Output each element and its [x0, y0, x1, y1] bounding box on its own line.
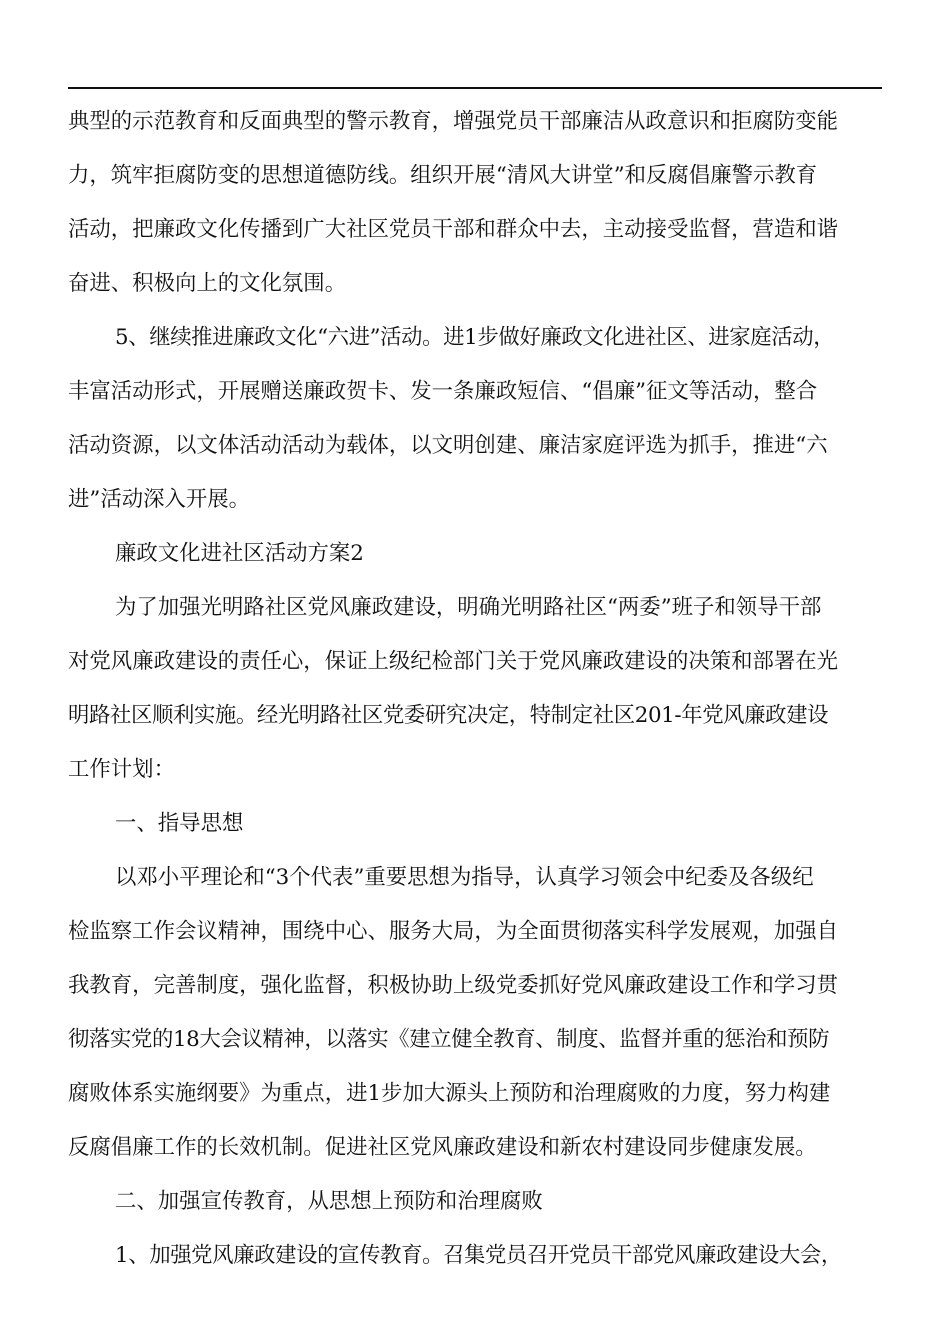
paragraph-line: 明路社区顺利实施。经光明路社区党委研究决定，特制定社区201-年党风廉政建设	[68, 703, 829, 728]
paragraph-line: 我教育，完善制度，强化监督，积极协助上级党委抓好党风廉政建设工作和学习贯	[68, 973, 839, 998]
paragraph-line: 腐败体系实施纲要》为重点，进1步加大源头上预防和治理腐败的力度，努力构建	[68, 1081, 831, 1106]
heading-education: 二、加强宣传教育，从思想上预防和治理腐败	[115, 1189, 543, 1214]
paragraph-line: 奋进、积极向上的文化氛围。	[68, 271, 347, 296]
document-body	[68, 95, 882, 1283]
paragraph-line: 丰富活动形式，开展赠送廉政贺卡、发一条廉政短信、“倡廉”征文等活动，整合	[68, 379, 818, 404]
paragraph-line: 力，筑牢拒腐防变的思想道德防线。组织开展“清风大讲堂”和反腐倡廉警示教育	[68, 163, 818, 188]
paragraph-line: 工作计划：	[68, 757, 175, 782]
paragraph-line: 5、继续推进廉政文化“六进”活动。进1步做好廉政文化进社区、进家庭活动，	[115, 325, 835, 350]
paragraph-line: 以邓小平理论和“3个代表”重要思想为指导，认真学习领会中纪委及各级纪	[115, 865, 814, 890]
paragraph-line: 为了加强光明路社区党风廉政建设，明确光明路社区“两委”班子和领导干部	[115, 595, 822, 620]
section-title: 廉政文化进社区活动方案2	[115, 541, 364, 566]
paragraph-line: 1、加强党风廉政建设的宣传教育。召集党员召开党员干部党风廉政建设大会，	[115, 1243, 842, 1268]
paragraph-line: 典型的示范教育和反面典型的警示教育，增强党员干部廉洁从政意识和拒腐防变能	[68, 109, 839, 134]
header-rule	[68, 87, 882, 89]
paragraph-line: 对党风廉政建设的责任心，保证上级纪检部门关于党风廉政建设的决策和部署在光	[68, 649, 839, 674]
paragraph-line: 进”活动深入开展。	[68, 487, 251, 512]
paragraph-line: 检监察工作会议精神，围绕中心、服务大局，为全面贯彻落实科学发展观，加强自	[68, 919, 839, 944]
paragraph-line: 活动资源，以文体活动活动为载体，以文明创建、廉洁家庭评选为抓手，推进“六	[68, 433, 828, 458]
paragraph-line: 反腐倡廉工作的长效机制。促进社区党风廉政建设和新农村建设同步健康发展。	[68, 1135, 817, 1160]
heading-guiding-thought: 一、指导思想	[115, 811, 244, 836]
paragraph-line: 活动，把廉政文化传播到广大社区党员干部和群众中去，主动接受监督，营造和谐	[68, 217, 839, 242]
paragraph-line: 彻落实党的18大会议精神，以落实《建立健全教育、制度、监督并重的惩治和预防	[68, 1027, 830, 1052]
